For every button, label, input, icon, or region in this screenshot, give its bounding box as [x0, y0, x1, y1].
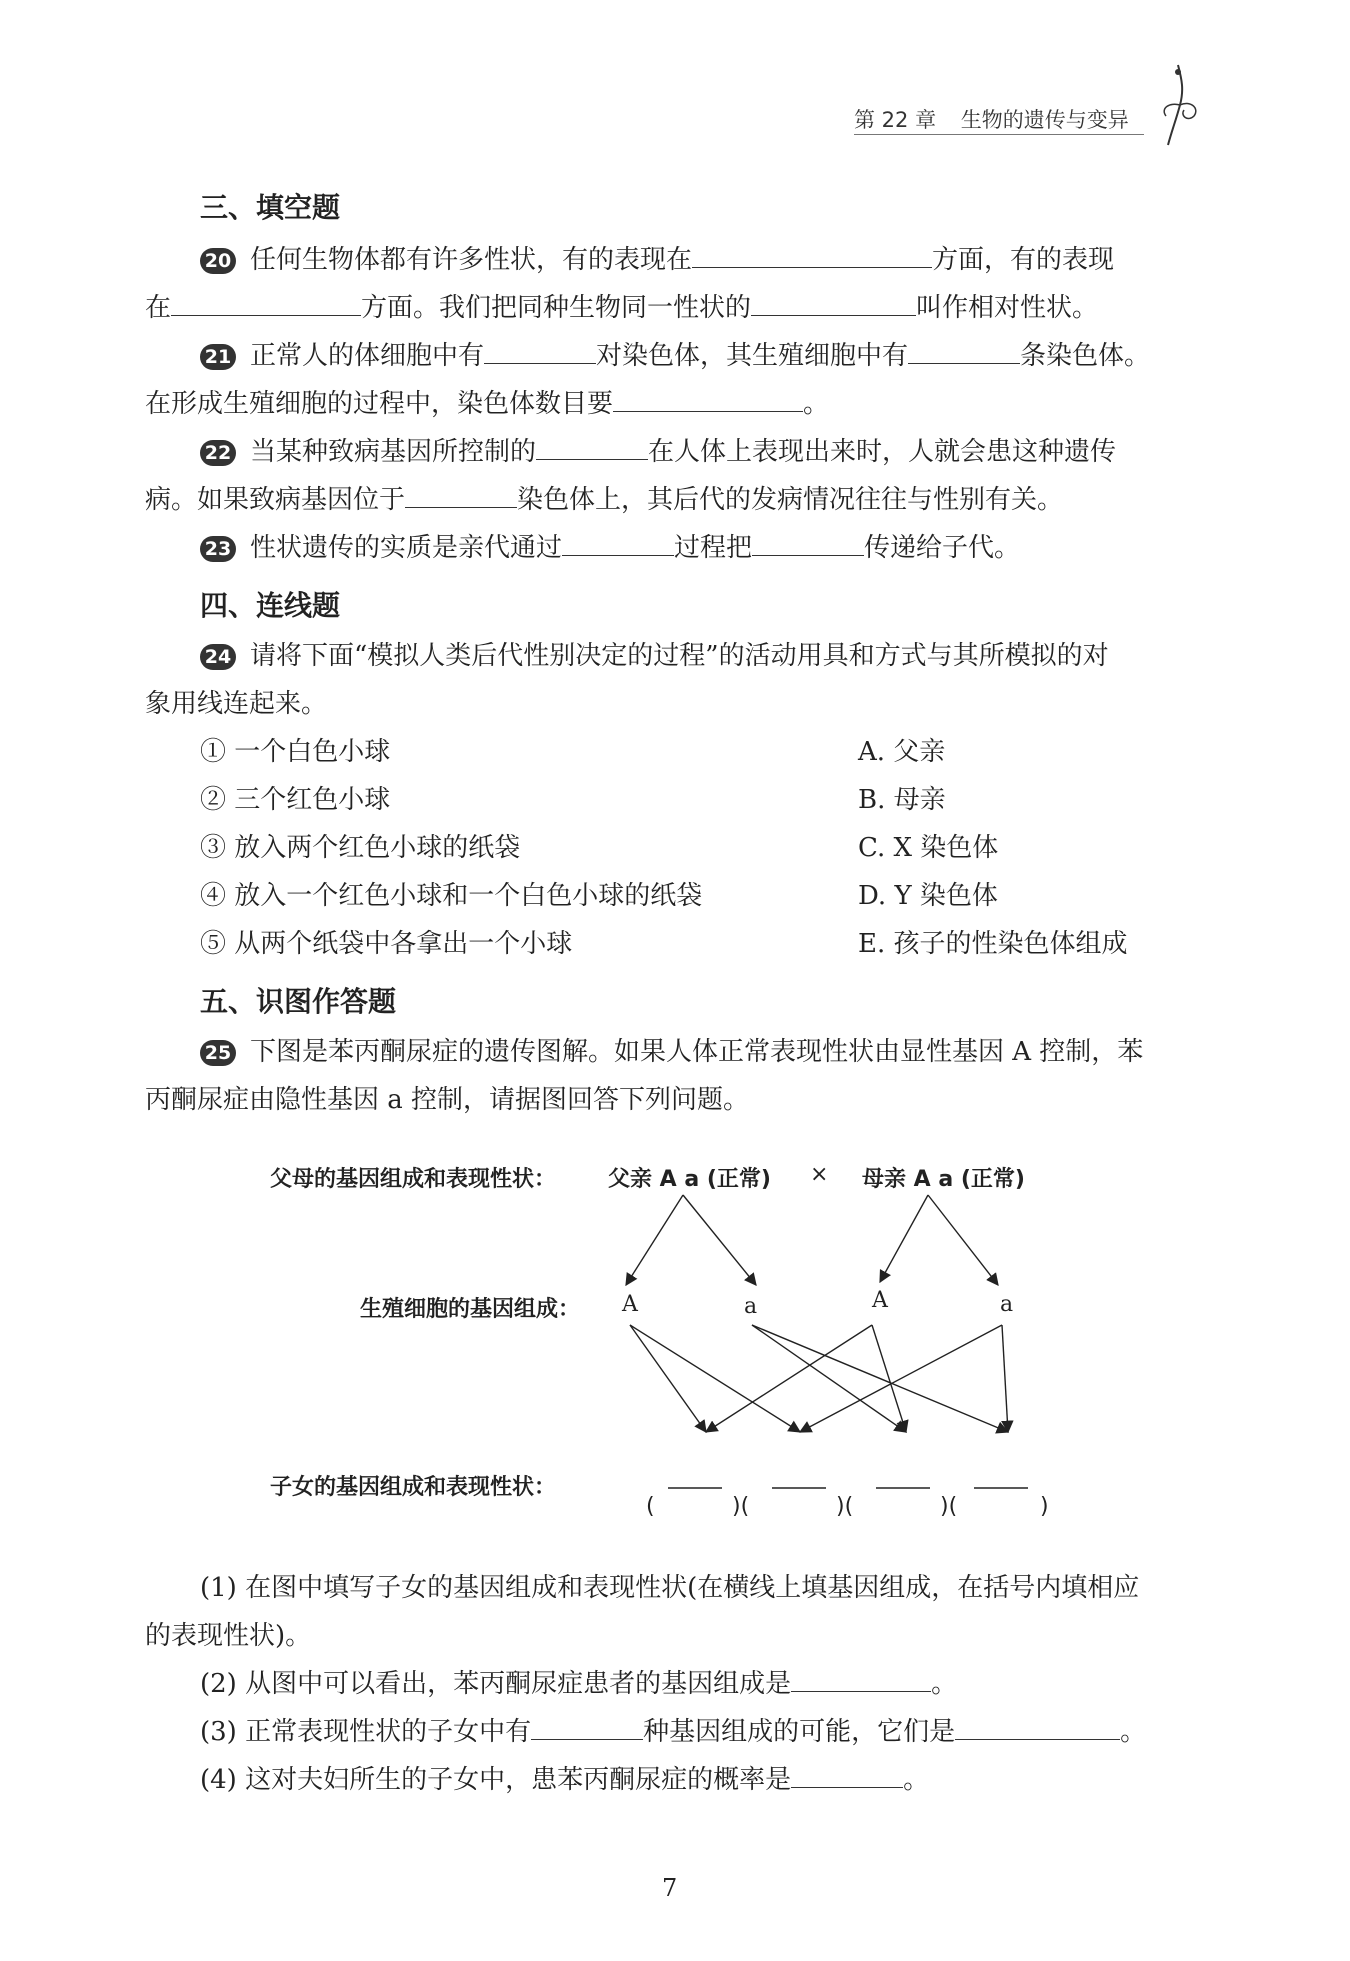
match-right-item[interactable]: E. 孩子的性染色体组成 — [858, 929, 1128, 959]
q25-sub2-end: 。 — [931, 1669, 958, 1699]
q25-sub3-text-a: (3) 正常表现性状的子女中有 — [200, 1717, 532, 1747]
match-right-item[interactable]: C. X 染色体 — [858, 833, 999, 863]
q25-text-a: 下图是苯丙酮尿症的遗传图解。如果人体正常表现性状由显性基因 A 控制，苯 — [250, 1037, 1144, 1067]
q23-text-a: 性状遗传的实质是亲代通过 — [250, 533, 563, 563]
match-left-item[interactable]: ③ 放入两个红色小球的纸袋 — [200, 833, 521, 863]
match-left-item[interactable]: ① 一个白色小球 — [200, 737, 391, 767]
mother-genotype: 母亲 A a (正常) — [862, 1167, 1025, 1192]
question-number-badge: 21 — [200, 344, 236, 370]
match-left-item[interactable]: ⑤ 从两个纸袋中各拿出一个小球 — [200, 929, 573, 959]
paren-pair: )( — [836, 1494, 854, 1519]
match-right-item[interactable]: D. Y 染色体 — [858, 881, 998, 911]
q20-text-c: 在 — [145, 293, 172, 323]
cross-symbol: × — [810, 1162, 829, 1187]
question-number-badge: 24 — [200, 644, 236, 670]
paren-close: ) — [1040, 1494, 1049, 1519]
q22-text-c: 病。如果致病基因位于 — [145, 485, 406, 515]
chapter-title: 生物的遗传与变异 — [960, 108, 1129, 132]
match-right-item[interactable]: A. 父亲 — [858, 737, 946, 767]
children-label: 子女的基因组成和表现性状： — [270, 1475, 557, 1500]
question-number-badge: 23 — [200, 536, 236, 562]
q25-sub3-end: 。 — [1120, 1717, 1147, 1747]
q22-text-a: 当某种致病基因所控制的 — [250, 437, 537, 467]
section-heading-matching: 四、连线题 — [200, 589, 341, 622]
gametes-label: 生殖细胞的基因组成： — [360, 1297, 581, 1322]
answer-blank[interactable] — [531, 1717, 643, 1740]
q23-text-b: 过程把 — [674, 533, 753, 563]
q25-sub4-end: 。 — [903, 1765, 930, 1795]
paren-pair: )( — [732, 1494, 750, 1519]
q25-sub3-text-b: 种基因组成的可能，它们是 — [643, 1717, 956, 1747]
q20-text-a: 任何生物体都有许多性状，有的表现在 — [250, 245, 693, 275]
paren-pair: )( — [940, 1494, 958, 1519]
section-heading-diagram: 五、识图作答题 — [200, 985, 397, 1018]
match-left-item[interactable]: ④ 放入一个红色小球和一个白色小球的纸袋 — [200, 881, 703, 911]
q21-text-b: 对染色体，其生殖细胞中有 — [596, 341, 909, 371]
q24-text-a: 请将下面“模拟人类后代性别决定的过程”的活动用具和方式与其所模拟的对 — [250, 641, 1109, 671]
parents-label: 父母的基因组成和表现性状： — [270, 1167, 557, 1192]
q22-text-d: 染色体上，其后代的发病情况往往与性别有关。 — [517, 485, 1064, 515]
q25-sub4-text: (4) 这对夫妇所生的子女中，患苯丙酮尿症的概率是 — [200, 1765, 792, 1795]
q21-text-d: 在形成生殖细胞的过程中，染色体数目要 — [145, 389, 614, 419]
q25-sub4 — [200, 1756, 929, 1804]
question-number-badge: 22 — [200, 440, 236, 466]
q22-text-b: 在人体上表现出来时，人就会患这种遗传 — [648, 437, 1117, 467]
q25-sub1-line1: (1) 在图中填写子女的基因组成和表现性状(在横线上填基因组成，在括号内填相应 — [200, 1573, 1140, 1603]
q25-line2: 丙酮尿症由隐性基因 a 控制，请据图回答下列问题。 — [145, 1085, 750, 1115]
answer-blank[interactable] — [955, 1717, 1120, 1740]
paren-open: ( — [646, 1494, 655, 1519]
q20-text-e: 叫作相对性状。 — [916, 293, 1099, 323]
father-genotype: 父亲 A a (正常) — [608, 1167, 771, 1192]
chapter-number: 第 22 章 — [854, 108, 937, 132]
q20-text-b: 方面，有的表现 — [932, 245, 1115, 275]
match-right-item[interactable]: B. 母亲 — [858, 785, 946, 815]
gamete-allele: a — [744, 1294, 758, 1319]
q21-text-e: 。 — [803, 389, 830, 419]
gamete-allele: A — [872, 1288, 888, 1313]
q21-text-c: 条染色体。 — [1020, 341, 1151, 371]
page-number: 7 — [662, 1874, 678, 1902]
q25-sub2 — [200, 1660, 957, 1708]
gamete-allele: a — [1000, 1292, 1014, 1317]
answer-blank[interactable] — [791, 1669, 931, 1692]
match-left-item[interactable]: ② 三个红色小球 — [200, 785, 391, 815]
question-number-badge: 25 — [200, 1040, 236, 1066]
q25-sub2-text: (2) 从图中可以看出，苯丙酮尿症患者的基因组成是 — [200, 1669, 792, 1699]
gamete-allele: A — [622, 1292, 638, 1317]
q25-sub1-line2: 的表现性状)。 — [145, 1621, 312, 1651]
q23-text-c: 传递给子代。 — [864, 533, 1021, 563]
q20-text-d: 方面。我们把同种生物同一性状的 — [361, 293, 752, 323]
q25-sub3 — [200, 1708, 1146, 1756]
answer-blank[interactable] — [791, 1765, 903, 1788]
section-heading-fill-blank: 三、填空题 — [200, 191, 341, 224]
q21-text-a: 正常人的体细胞中有 — [250, 341, 485, 371]
question-number-badge: 20 — [200, 248, 236, 274]
q24-line2: 象用线连起来。 — [145, 689, 328, 719]
